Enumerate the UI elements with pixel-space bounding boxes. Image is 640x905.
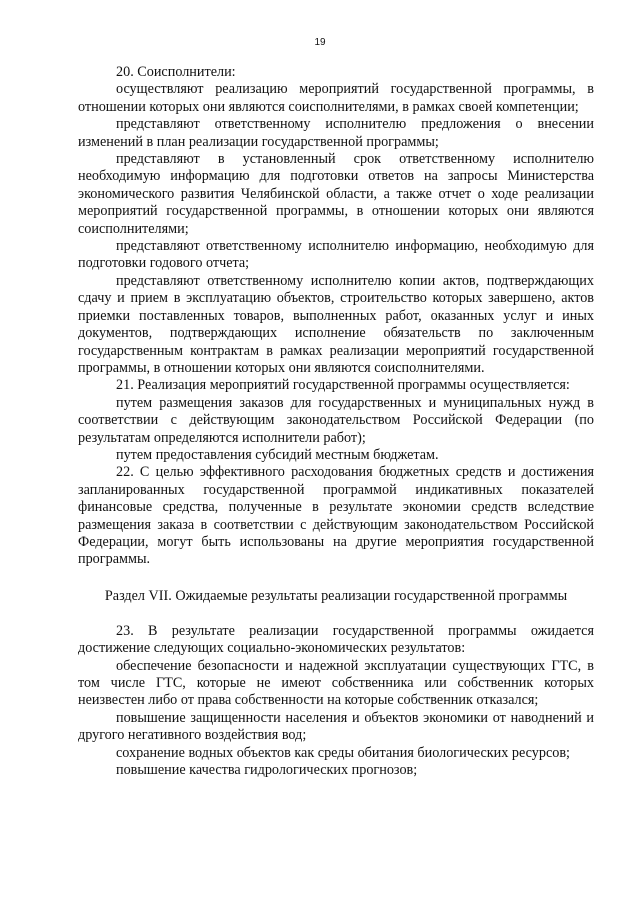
paragraph-23-item-3: сохранение водных объектов как среды обитания биологических ресурсов; <box>116 744 570 761</box>
document-body <box>78 64 594 779</box>
paragraph-22: 22. С целью эффективного расходования бюджетных средств и достижения запланированных государственной программой индикативных показателей финансовые средства, полученные в результате экономии средств вследствие размещения заказа в соответствии с действующим законодательством Российской Федерации, могут быть использованы на другие мероприятия государственной программы. <box>78 464 594 568</box>
paragraph-21-title: 21. Реализация мероприятий государственной программы осуществляется: <box>116 377 570 394</box>
paragraph-23-item-2: повышение защищенности населения и объектов экономики от наводнений и другого негативного воздействия вод; <box>78 709 594 744</box>
paragraph-20-item-4: представляют ответственному исполнителю информацию, необходимую для подготовки годового отчета; <box>78 238 594 272</box>
paragraph-20-item-2: представляют ответственному исполнителю предложения о внесении изменений в план реализации государственной программы; <box>78 116 594 150</box>
paragraph-21-item-2: путем предоставления субсидий местным бюджетам. <box>116 446 439 463</box>
paragraph-23-title: 23. В результате реализации государственной программы ожидается достижение следующих социально-экономических результатов: <box>78 622 594 657</box>
page-number: 19 <box>314 37 326 48</box>
paragraph-20-item-1: осуществляют реализацию мероприятий государственной программы, в отношении которых они являются соисполнителями, в рамках своей компетенции; <box>78 81 594 115</box>
paragraph-20-item-5: представляют ответственному исполнителю копии актов, подтверждающих сдачу и прием в эксплуатацию объектов, строительство которых завершено, актов приемки поставленных товаров, выполненных работ, оказанных услуг и иных документов, подтверждающих исполнение обязательств по заключенным государственным контрактам в рамках реализации мероприятий государственной программы, в отношении которых они являются соисполнителями. <box>78 272 594 376</box>
paragraph-20-item-3: представляют в установленный срок ответственному исполнителю необходимую информацию для подготовки ответов на запросы Министерства экономического развития Челябинской области, а также отчет о ходе реализации мероприятий государственной программы, в отношении которых они являются соисполнителями; <box>78 151 594 237</box>
paragraph-23-item-4: повышение качества гидрологических прогнозов; <box>116 762 418 779</box>
paragraph-20-title: 20. Соисполнители: <box>116 64 236 80</box>
section-heading: Раздел VII. Ожидаемые результаты реализации государственной программы <box>104 587 568 604</box>
paragraph-23-item-1: обеспечение безопасности и надежной эксплуатации существующих ГТС, в том числе ГТС, которые не имеют собственника или собственник которых неизвестен либо от права собственности на которые собственник отказался; <box>78 657 594 709</box>
paragraph-21-item-1: путем размещения заказов для государственных и муниципальных нужд в соответствии с действующим законодательством Российской Федерации (по результатам определяются исполнители работ); <box>78 394 594 446</box>
